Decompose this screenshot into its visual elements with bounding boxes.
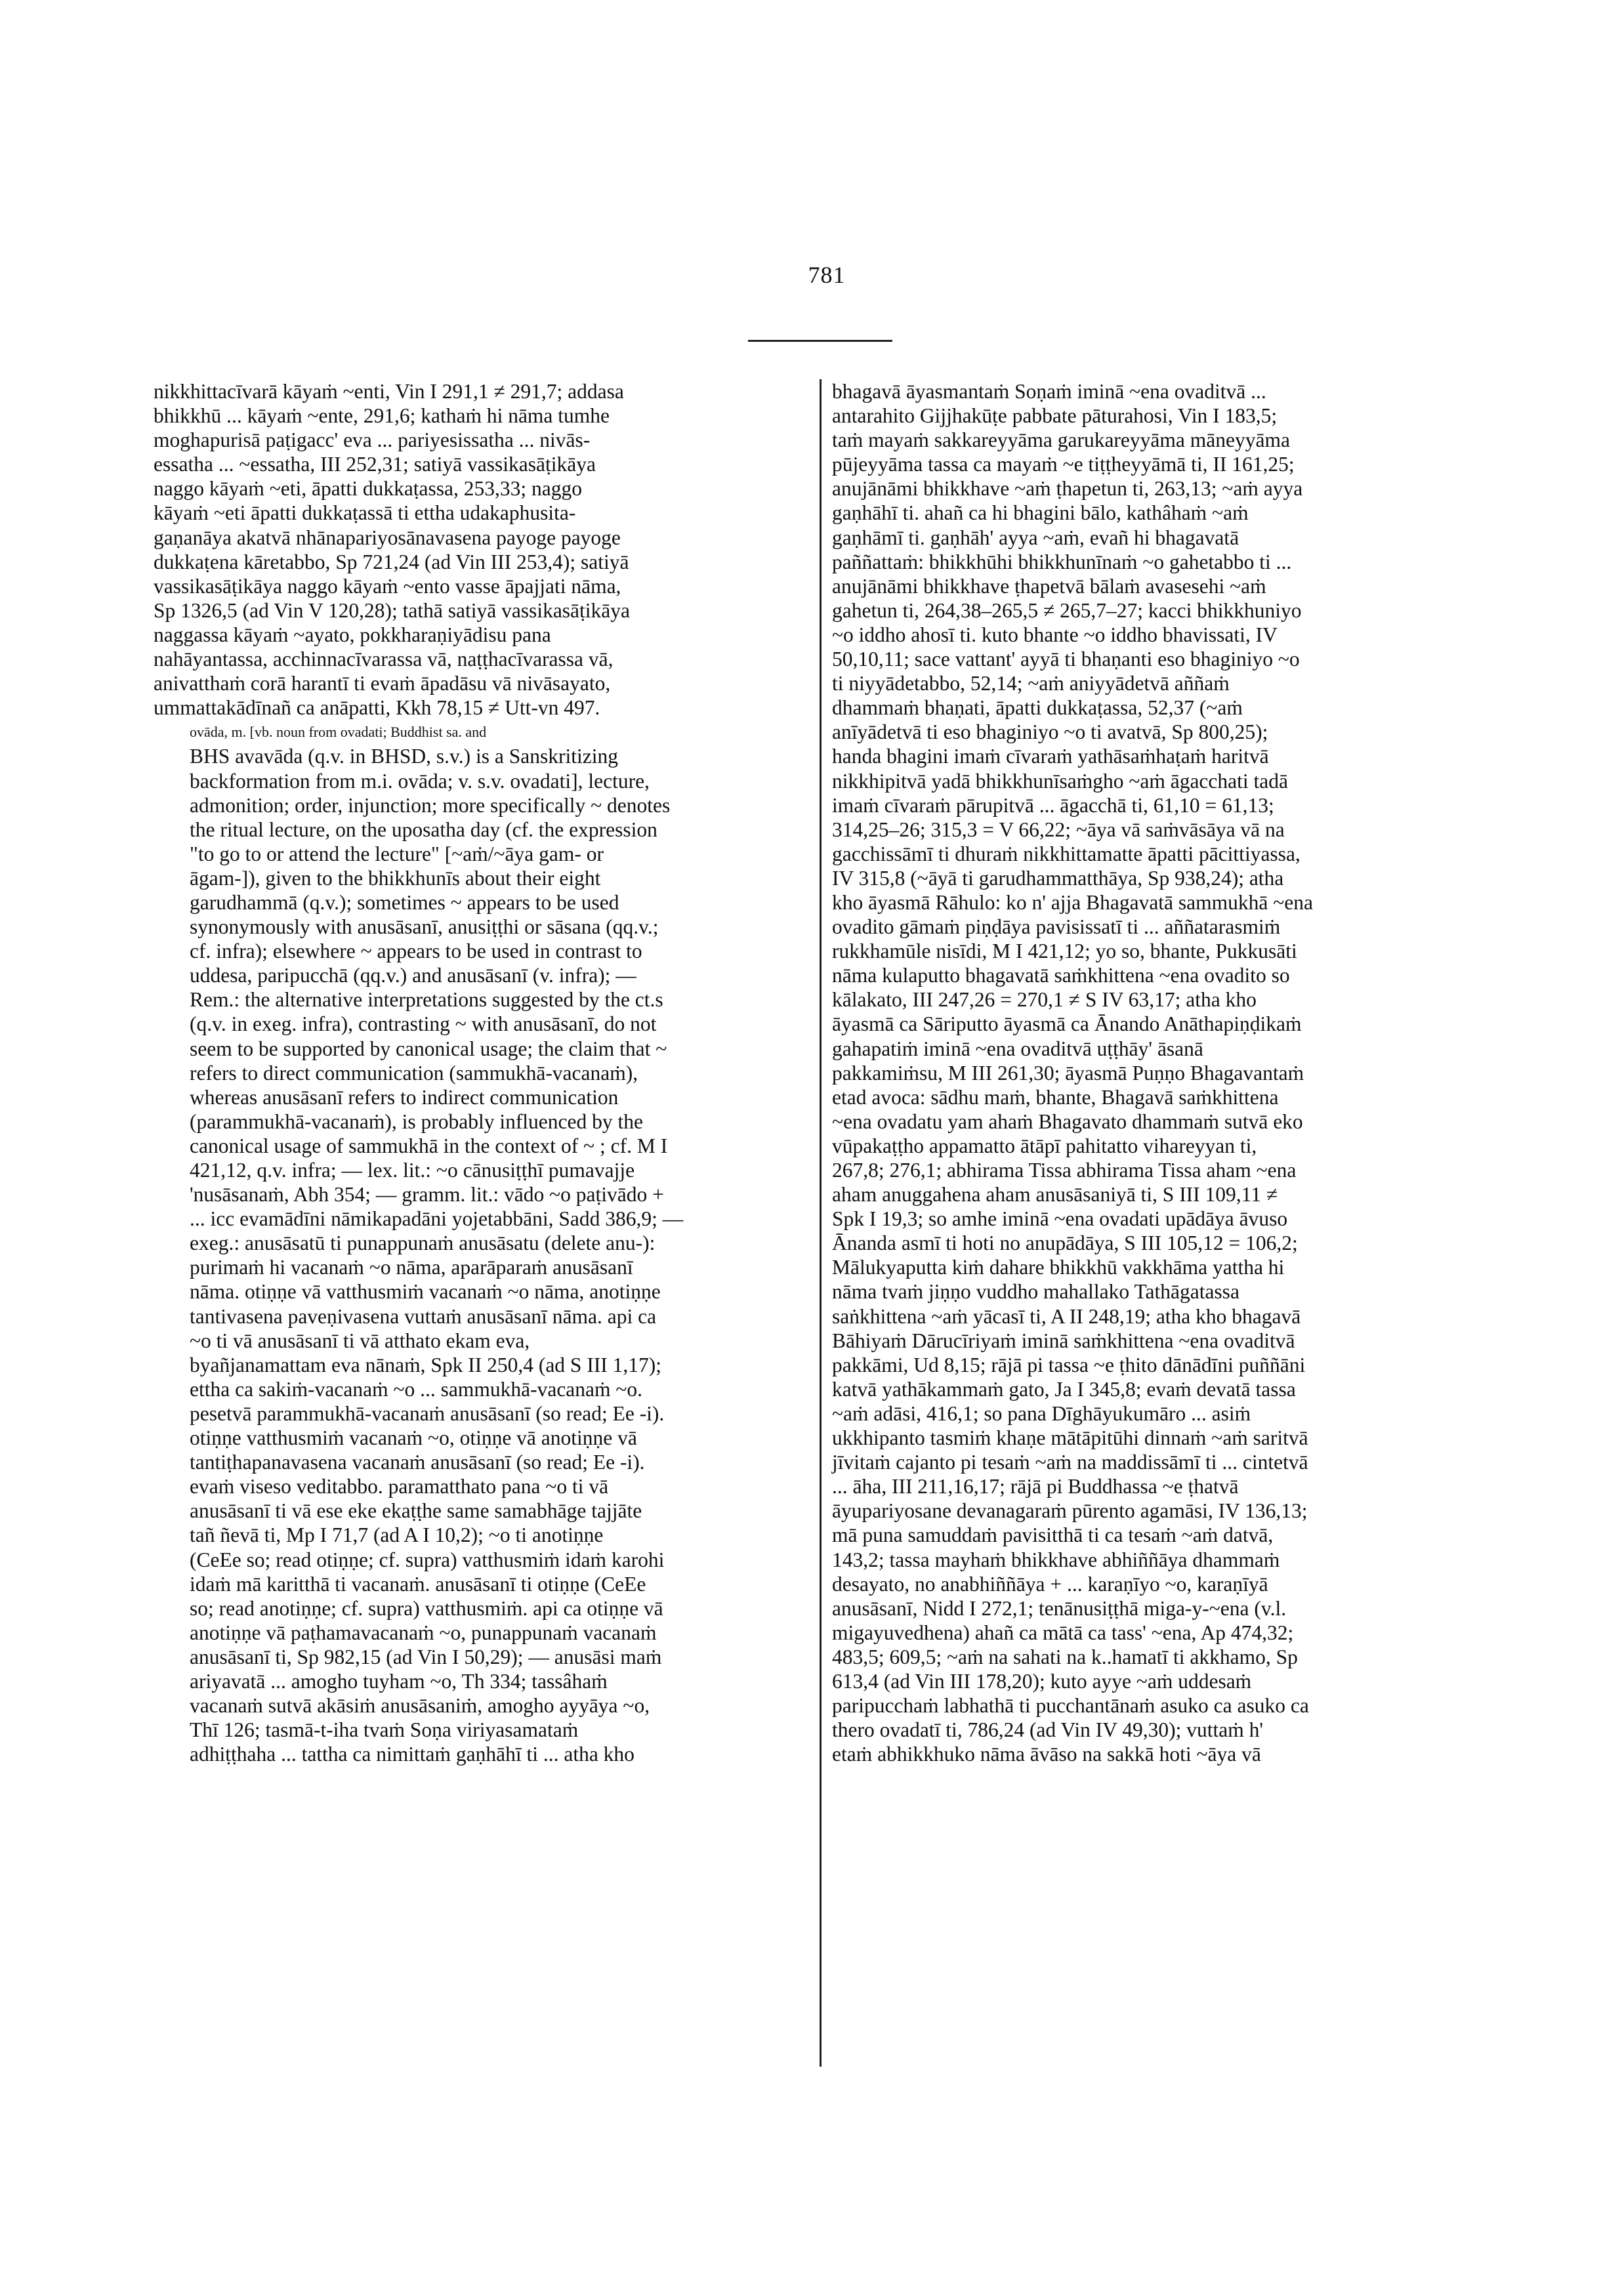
text-line: moghapurisā paṭigacc' eva ... pariyesissatha ... nivās- [154, 428, 591, 452]
text-line: Ānanda asmī ti hoti no anupādāya, S III 105,12 = 106,2; [832, 1231, 1298, 1255]
text-line: nahāyantassa, acchinnacīvarassa vā, naṭṭhacīvarassa vā, [154, 648, 614, 671]
text-line: āyupariyosane devanagaraṁ pūrento agamāsi, IV 136,13; [832, 1499, 1308, 1523]
text-line: nikkhittacīvarā kāyaṁ ~enti, Vin I 291,1 ≠ 291,7; addasa [154, 380, 624, 403]
text-line: ~o iddho ahosī ti. kuto bhante ~o iddho bhavissati, IV [832, 623, 1278, 646]
text-line: gahapatiṁ iminā ~ena ovaditvā uṭṭhāy' āsanā [832, 1037, 1203, 1060]
text-line: taṁ mayaṁ sakkareyyāma garukareyyāma māneyyāma [832, 428, 1290, 452]
text-line: anusāsanī, Nidd I 272,1; tenānusiṭṭhā miga-y-~ena (v.l. [832, 1596, 1287, 1620]
text-line: āgam-]), given to the bhikkhunīs about their eight [190, 866, 601, 890]
text-line: Spk I 19,3; so amhe iminā ~ena ovadati upādāya āvuso [832, 1207, 1288, 1231]
text-line: anujānāmi bhikkhave ~aṁ ṭhapetun ti, 263,13; ~aṁ ayya [832, 477, 1303, 501]
text-line: bhikkhū ... kāyaṁ ~ente, 291,6; kathaṁ hi nāma tumhe [154, 404, 610, 428]
text-line: 50,10,11; sace vattant' ayyā ti bhaṇanti eso bhaginiyo ~o [832, 648, 1300, 671]
text-line: ~o ti vā anusāsanī ti vā atthato ekam eva, [190, 1329, 530, 1352]
text-line: etad avoca: sādhu maṁ, bhante, Bhagavā saṁkhittena [832, 1085, 1279, 1109]
text-line: mā puna samuddaṁ pavisitthā ti ca tesaṁ ~aṁ datvā, [832, 1523, 1274, 1547]
text-line: exeg.: anusāsatū ti punappunaṁ anusāsatu (delete anu-): [190, 1231, 656, 1255]
text-line: refers to direct communication (sammukhā-vacanaṁ), [190, 1061, 638, 1085]
page-number-rule [748, 340, 892, 342]
text-line: aham anuggahena aham anusāsaniyā ti, S III 109,11 ≠ [832, 1183, 1278, 1207]
text-line: paripucchaṁ labhathā ti pucchantānaṁ asuko ca asuko ca [832, 1694, 1309, 1718]
text-line: synonymously with anusāsanī, anusiṭṭhi or sāsana (qq.v.; [190, 915, 659, 939]
text-line: rukkhamūle nisīdi, M I 421,12; yo so, bhante, Pukkusāti [832, 940, 1297, 963]
text-line: handa bhagini imaṁ cīvaraṁ yathāsaṁhaṭaṁ haritvā [832, 745, 1269, 768]
text-line: purimaṁ hi vacanaṁ ~o nāma, aparāparaṁ anusāsanī [190, 1256, 633, 1279]
text-line: ummattakādīnañ ca anāpatti, Kkh 78,15 ≠ Utt-vn 497. [154, 696, 600, 720]
text-line: gaṇhāmī ti. gaṇhāh' ayya ~aṁ, evañ hi bhagavatā [832, 526, 1239, 549]
text-line: garudhammā (q.v.); sometimes ~ appears to be used [190, 890, 619, 914]
text-line: kho āyasmā Rāhulo: ko n' ajja Bhagavatā sammukhā ~ena [832, 890, 1314, 914]
text-line: cf. infra); elsewhere ~ appears to be used in contrast to [190, 940, 642, 963]
text-line: ukkhipanto tasmiṁ khaṇe mātāpitūhi dinnaṁ ~aṁ saritvā [832, 1426, 1308, 1450]
text-line: anivatthaṁ corā harantī ti evaṁ āpadāsu vā nivāsayato, [154, 672, 611, 695]
text-line: bhagavā āyasmantaṁ Soṇaṁ iminā ~ena ovaditvā ... [832, 380, 1266, 403]
right-column [832, 379, 1508, 1766]
text-line: whereas anusāsanī refers to indirect communication [190, 1085, 619, 1109]
entry-paragraph [154, 720, 829, 1766]
text-line: naggo kāyaṁ ~eti, āpatti dukkaṭassa, 253,33; naggo [154, 477, 583, 501]
text-line: pesetvā parammukhā-vacanaṁ anusāsanī (so read; Ee -i). [190, 1401, 665, 1425]
text-line: nāma. otiṇṇe vā vatthusmiṁ vacanaṁ ~o nāma, anotiṇṇe [190, 1280, 661, 1304]
text-line: vūpakaṭṭho appamatto ātāpī pahitatto vihareyyan ti, [832, 1134, 1257, 1157]
text-line: dhammaṁ bhaṇati, āpatti dukkaṭassa, 52,37 (~aṁ [832, 696, 1243, 720]
text-line: katvā yathākammaṁ gato, Ja I 345,8; evaṁ devatā tassa [832, 1377, 1296, 1401]
text-line: admonition; order, injunction; more specifically ~ denotes [190, 793, 671, 817]
text-line: thero ovadatī ti, 786,24 (ad Vin IV 49,30); vuttaṁ h' [832, 1718, 1264, 1742]
page-number: 781 [808, 262, 846, 288]
text-line: IV 315,8 (~āyā ti garudhammatthāya, Sp 938,24); atha [832, 866, 1284, 890]
text-line: Mālukyaputta kiṁ dahare bhikkhū vakkhāma yattha hi [832, 1256, 1285, 1279]
text-line: antarahito Gijjhakūṭe pabbate pāturahosi, Vin I 183,5; [832, 404, 1278, 428]
text-line: tantivasena paveṇivasena vuttaṁ anusāsanī nāma. api ca [190, 1304, 657, 1328]
text-line: essatha ... ~essatha, III 252,31; satiyā vassikasāṭikāya [154, 453, 596, 476]
text-line: idaṁ mā karitthā ti vacanaṁ. anusāsanī ti otiṇṇe (CeEe [190, 1572, 646, 1596]
text-line: pakkamiṁsu, M III 261,30; āyasmā Puṇṇo Bhagavantaṁ [832, 1061, 1304, 1085]
text-line: backformation from m.i. ovāda; v. s.v. ovadati], lecture, [190, 769, 650, 793]
text-line: desayato, no anabhiññāya + ... karaṇīyo ~o, karaṇīyā [832, 1572, 1268, 1596]
column-divider [820, 379, 822, 2067]
text-line: 314,25–26; 315,3 = V 66,22; ~āya vā saṁvāsāya vā na [832, 817, 1285, 841]
text-line: uddesa, paripucchā (qq.v.) and anusāsanī (v. infra); — [190, 964, 636, 987]
text-line: ovadito gāmaṁ piṇḍāya pavisissatī ti ... aññatarasmiṁ [832, 915, 1281, 939]
text-line: gaṇhāhī ti. ahañ ca hi bhagini bālo, kathâhaṁ ~aṁ [832, 501, 1249, 525]
text-line: the ritual lecture, on the uposatha day (cf. the expression [190, 817, 657, 841]
text-line: "to go to or attend the lecture" [~aṁ/~āya gam- or [190, 842, 604, 865]
text-line: anīyādetvā ti eso bhaginiyo ~o ti avatvā, Sp 800,25); [832, 720, 1268, 744]
text-line: anusāsanī ti vā ese eke ekaṭṭhe same samabhāge tajjāte [190, 1499, 642, 1523]
text-line: ~aṁ adāsi, 416,1; so pana Dīghāyukumāro ... asiṁ [832, 1401, 1251, 1425]
text-line: Sp 1326,5 (ad Vin V 120,28); tathā satiyā vassikasāṭikāya [154, 598, 631, 622]
text-line: pūjeyyāma tassa ca mayaṁ ~e tiṭṭheyyāmā ti, II 161,25; [832, 453, 1295, 476]
text-line: tañ ñevā ti, Mp I 71,7 (ad A I 10,2); ~o ti anotiṇṇe [190, 1523, 604, 1547]
text-line: dukkaṭena kāretabbo, Sp 721,24 (ad Vin III 253,4); satiyā [154, 550, 629, 573]
text-line: (CeEe so; read otiṇṇe; cf. supra) vatthusmiṁ idaṁ karohi [190, 1548, 665, 1571]
text-line: 'nusāsanaṁ, Abh 354; — gramm. lit.: vādo ~o paṭivādo + [190, 1183, 664, 1207]
text-line: seem to be supported by canonical usage; the claim that ~ [190, 1037, 667, 1060]
text-line: evaṁ viseso veditabbo. paramatthato pana ~o ti vā [190, 1475, 609, 1499]
text-line: paññattaṁ: bhikkhūhi bhikkhunīnaṁ ~o gahetabbo ti ... [832, 550, 1292, 573]
text-line: nikkhipitvā yadā bhikkhunīsaṁgho ~aṁ āgacchati tadā [832, 769, 1288, 793]
text-line: gacchissāmī ti dhuraṁ nikkhittamatte āpatti pācittiyassa, [832, 842, 1301, 865]
text-line: 613,4 (ad Vin III 178,20); kuto ayye ~aṁ uddesaṁ [832, 1669, 1252, 1693]
text-line: otiṇṇe vatthusmiṁ vacanaṁ ~o, otiṇṇe vā anotiṇṇe vā [190, 1426, 637, 1450]
text-line: nāma kulaputto bhagavatā saṁkhittena ~ena ovadito so [832, 964, 1290, 987]
text-line: etaṁ abhikkhuko nāma āvāso na sakkā hoti ~āya vā [832, 1743, 1261, 1766]
text-line: ... icc evamādīni nāmikapadāni yojetabbāni, Sadd 386,9; — [190, 1207, 684, 1231]
text-line: naggassa kāyaṁ ~ayato, pokkharaṇiyādisu pana [154, 623, 551, 646]
text-line: nāma tvaṁ jiṇṇo vuddho mahallako Tathāgatassa [832, 1280, 1239, 1304]
text-line: kālakato, III 247,26 = 270,1 ≠ S IV 63,17; atha kho [832, 988, 1257, 1012]
text-line: ettha ca sakiṁ-vacanaṁ ~o ... sammukhā-vacanaṁ ~o. [190, 1377, 643, 1401]
text-line: vacanaṁ sutvā akāsiṁ anusāsaniṁ, amogho ayyāya ~o, [190, 1694, 650, 1718]
text-line: ariyavatā ... amogho tuyham ~o, Th 334; tassâhaṁ [190, 1669, 608, 1693]
text-line: Rem.: the alternative interpretations suggested by the ct.s [190, 988, 663, 1012]
text-line: gahetun ti, 264,38–265,5 ≠ 265,7–27; kacci bhikkhuniyo [832, 598, 1302, 622]
text-line: imaṁ cīvaraṁ pārupitvā ... āgacchā ti, 61,10 = 61,13; [832, 793, 1274, 817]
text-line: BHS avavāda (q.v. in BHSD, s.v.) is a Sanskritizing [190, 745, 618, 768]
text-line: ... āha, III 211,16,17; rājā pi Buddhassa ~e ṭhatvā [832, 1475, 1239, 1499]
text-line: ~ena ovadatu yam ahaṁ Bhagavato dhammaṁ sutvā eko [832, 1109, 1303, 1133]
text-line: saṅkhittena ~aṁ yācasī ti, A II 248,19; atha kho bhagavā [832, 1304, 1301, 1328]
text-line: anotiṇṇe vā paṭhamavacanaṁ ~o, punappunaṁ vacanaṁ [190, 1621, 657, 1644]
text-line: byañjanamattam eva nānaṁ, Spk II 250,4 (ad S III 1,17); [190, 1353, 662, 1376]
left-column [154, 379, 829, 1766]
text-line: 143,2; tassa mayhaṁ bhikkhave abhiññāya dhammaṁ [832, 1548, 1280, 1571]
text-line: ovāda, m. [vb. noun from ovadati; Buddhist sa. and [190, 724, 487, 741]
text-line: 267,8; 276,1; abhirama Tissa abhirama Tissa aham ~ena [832, 1159, 1297, 1182]
text-line: so; read anotiṇṇe; cf. supra) vatthusmiṁ. api ca otiṇṇe vā [190, 1596, 663, 1620]
text-line: Thī 126; tasmā-t-iha tvaṁ Soṇa viriyasamataṁ [190, 1718, 579, 1742]
text-line: Bāhiyaṁ Dārucīriyaṁ iminā saṁkhittena ~ena ovaditvā [832, 1329, 1295, 1352]
text-line: canonical usage of sammukhā in the context of ~ ; cf. M I [190, 1134, 668, 1157]
text-line: (q.v. in exeg. infra), contrasting ~ with anusāsanī, do not [190, 1012, 657, 1036]
text-line: adhiṭṭhaha ... tattha ca nimittaṁ gaṇhāhī ti ... atha kho [190, 1743, 635, 1766]
entry-paragraph [154, 379, 829, 720]
text-line: tantiṭhapanavasena vacanaṁ anusāsanī (so read; Ee -i). [190, 1451, 645, 1474]
text-line: ti niyyādetabbo, 52,14; ~aṁ aniyyādetvā aññaṁ [832, 672, 1230, 695]
text-line: (parammukhā-vacanaṁ), is probably influenced by the [190, 1109, 643, 1133]
text-line: kāyaṁ ~eti āpatti dukkaṭassā ti ettha udakaphusita- [154, 501, 576, 525]
text-line: anusāsanī ti, Sp 982,15 (ad Vin I 50,29); — anusāsi maṁ [190, 1645, 662, 1668]
text-line: anujānāmi bhikkhave ṭhapetvā bālaṁ avasesehi ~aṁ [832, 574, 1266, 598]
text-line: vassikasāṭikāya naggo kāyaṁ ~ento vasse āpajjati nāma, [154, 574, 621, 598]
text-line: 483,5; 609,5; ~aṁ na sahati na k..hamatī ti akkhamo, Sp [832, 1645, 1298, 1668]
entry-paragraph [832, 379, 1508, 1766]
text-line: gaṇanāya akatvā nhānapariyosānavasena payoge payoge [154, 526, 621, 549]
text-line: pakkāmi, Ud 8,15; rājā pi tassa ~e ṭhito dānādīni puññāni [832, 1353, 1306, 1376]
text-line: 421,12, q.v. infra; — lex. lit.: ~o cānusiṭṭhī pumavajje [190, 1159, 635, 1182]
text-line: jīvitaṁ cajanto pi tesaṁ ~aṁ na maddissāmī ti ... cintetvā [832, 1451, 1308, 1474]
text-line: migayuvedhena) ahañ ca mātā ca tass' ~ena, Ap 474,32; [832, 1621, 1294, 1644]
text-line: āyasmā ca Sāriputto āyasmā ca Ānando Anāthapiṇḍikaṁ [832, 1012, 1302, 1036]
